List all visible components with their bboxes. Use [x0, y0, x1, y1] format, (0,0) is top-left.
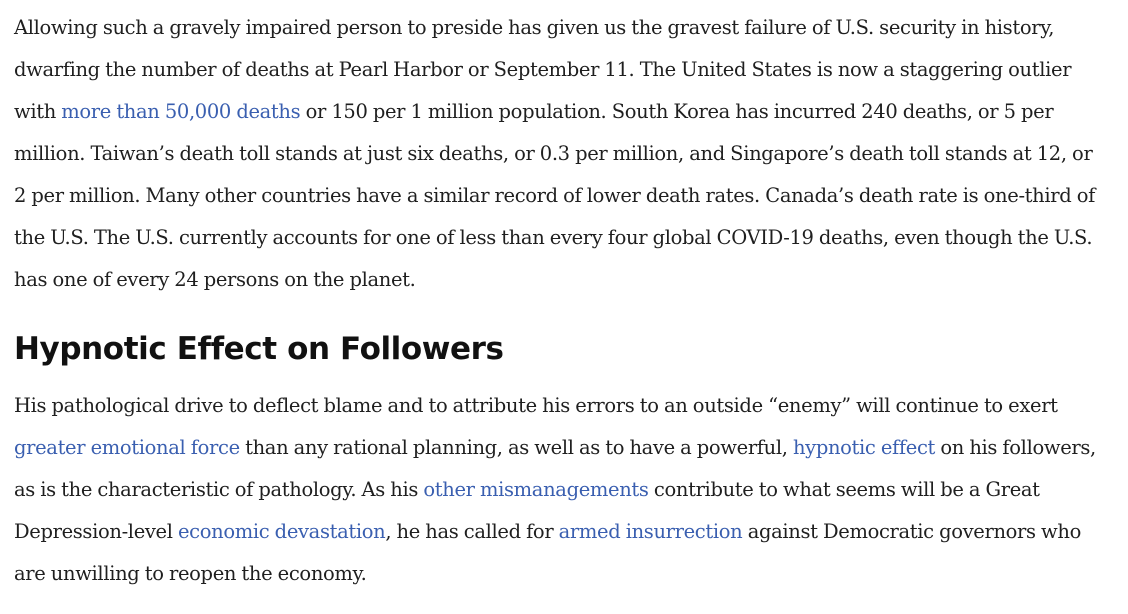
link-more-than-50000-deaths[interactable]: more than 50,000 deaths	[61, 100, 301, 123]
link-economic-devastation[interactable]: economic devastation	[177, 520, 386, 543]
paragraph1-text-end: or 150 per 1 million population. South Korea has incurred 240 deaths, or 5 per million. Taiwan’s death toll stands at just six deaths, or 0.3 per million, and Singapore’s death toll stands at 12, or 2 per million. Many other countries have a similar record of lower death rates. Canada’s death rate is one-third of the U.S. The U.S. currently accounts for one of less than every four global COVID-19 deaths, even though the U.S. has one of every 24 persons on the planet.	[14, 100, 1095, 291]
link-hypnotic-effect[interactable]: hypnotic effect	[792, 436, 936, 459]
paragraph2-text-6: against Democratic governors who are unwilling to reopen the economy.	[14, 520, 1081, 585]
article-body	[14, 7, 1104, 595]
paragraph-hypnotic-effect	[14, 385, 1104, 595]
section-heading: Hypnotic Effect on Followers	[14, 331, 504, 367]
link-greater-emotional-force[interactable]: greater emotional force	[14, 436, 240, 459]
link-other-mismanagements[interactable]: other mismanagements	[423, 478, 649, 501]
paragraph2-text-5: , he has called for	[385, 520, 559, 543]
link-armed-insurrection[interactable]: armed insurrection	[558, 520, 743, 543]
paragraph2-text-2: than any rational planning, as well as to have a powerful,	[239, 436, 793, 459]
paragraph2-text-1: His pathological drive to deflect blame and to attribute his errors to an outside “enemy” will continue to exert	[14, 394, 1058, 417]
paragraph1-text-start: Allowing such a gravely impaired person to preside has given us the gravest failure of U.S. security in history, dwarfing the number of deaths at Pearl Harbor or September 11. The United States is now a staggering outlier with	[14, 16, 1072, 123]
paragraph-death-statistics	[14, 7, 1104, 301]
paragraph2-text-3: on his followers, as is the characteristic of pathology. As his	[14, 436, 1096, 501]
paragraph2-text-4: contribute to what seems will be a Great Depression-level	[14, 478, 1040, 543]
